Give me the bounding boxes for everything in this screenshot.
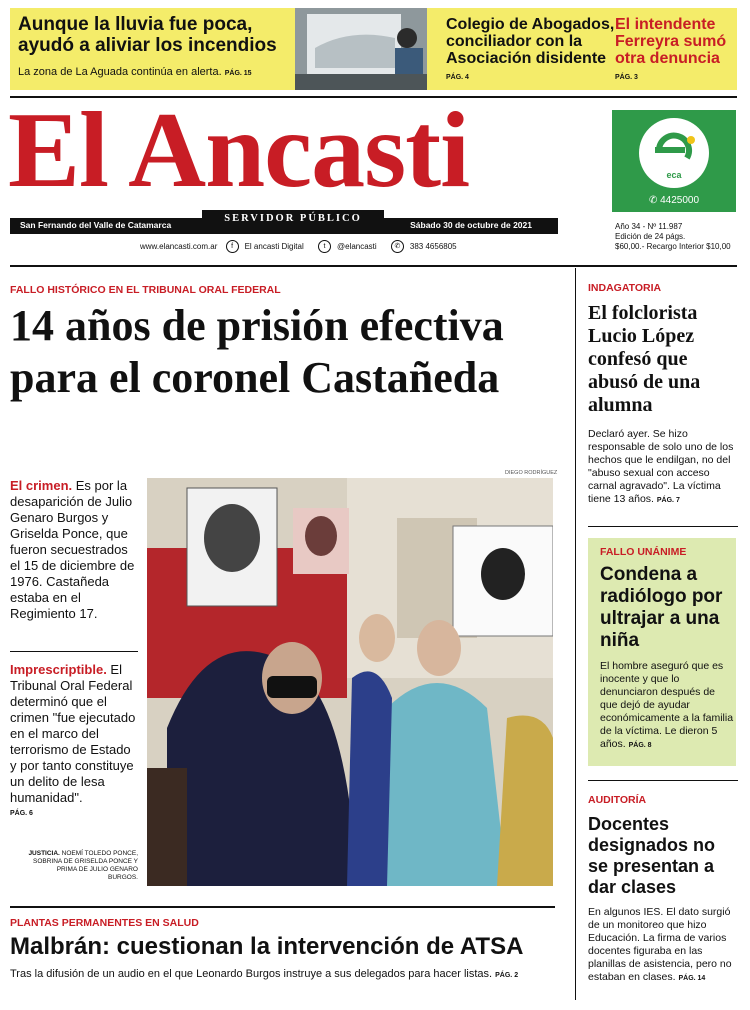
p2-page: PÁG. 6 xyxy=(10,810,33,817)
teaser-1-sub-text: La zona de La Aguada continúa en alerta. xyxy=(18,66,222,78)
bottom-kicker: PLANTAS PERMANENTES EN SALUD xyxy=(10,917,199,929)
main-headline[interactable]: 14 años de prisión efectiva para el coronel Castañeda xyxy=(10,301,504,402)
sidebar-2-body xyxy=(600,660,734,752)
sidebar-divider-1 xyxy=(588,526,738,527)
eca-brand: eca xyxy=(666,170,682,180)
twitter-label: @elancasti xyxy=(336,241,377,251)
masthead-divider xyxy=(10,265,737,267)
caption-lead: JUSTICIA. xyxy=(28,850,60,857)
facebook-link[interactable] xyxy=(226,242,310,251)
issue-pages: Edición de 24 págs. xyxy=(615,232,686,241)
p2-lead: Imprescriptible. xyxy=(10,662,107,677)
p1-text: Es por la desaparición de Julio Genaro Burgos y Griselda Ponce, que fueron secuestrados el 15 de diciembre de 1976. Castañeda estaba en el Regimiento 17. xyxy=(10,478,135,621)
teaser-2-page: PÁG. 4 xyxy=(446,74,469,81)
teaser-1-sub xyxy=(18,66,298,78)
sidebar-3-headline[interactable]: Docentes designados no se presentan a dar clases xyxy=(588,814,716,897)
teaser-2-title[interactable] xyxy=(446,16,616,86)
issue-info xyxy=(615,222,740,252)
main-paragraph-1 xyxy=(10,478,138,622)
sidebar-3-text: En algunos IES. El dato surgió de un monitoreo que hizo Educación. La firma de varios docentes figuraba en las planillas de asistencia, pero no estaban en clases. xyxy=(588,906,732,983)
whatsapp-label: 383 4656805 xyxy=(409,241,457,251)
para-divider xyxy=(10,651,138,652)
teaser-1-page: PÁG. 15 xyxy=(224,70,252,77)
sidebar-2-page: PÁG. 8 xyxy=(628,742,652,749)
sidebar-2-text: El hombre aseguró que es inocente y que lo denunciaron después de que dejó de ayudar económicamente a la familia de la víctima. Le dieron 5 años. xyxy=(600,660,734,750)
main-paragraph-2 xyxy=(10,662,138,822)
bottom-divider xyxy=(10,906,555,908)
bottom-deck-text: Tras la difusión de un audio en el que Leonardo Burgos instruye a sus delegados para hacer listas. xyxy=(10,968,493,980)
phone-icon: ✆ xyxy=(648,195,661,206)
teaser-photo-firefighting[interactable] xyxy=(295,8,427,90)
whatsapp-icon: ✆ xyxy=(391,240,404,253)
p1-lead: El crimen. xyxy=(10,478,73,493)
teaser-3-page: PÁG. 3 xyxy=(615,74,638,81)
photo-caption xyxy=(26,850,138,882)
issue-price: $60,00.- Recargo Interior $10,00 xyxy=(615,242,731,251)
sidebar-1-page: PÁG. 7 xyxy=(656,497,680,504)
photo-credit: DIEGO RODRÍGUEZ xyxy=(505,470,558,476)
date: Sábado 30 de octubre de 2021 xyxy=(410,220,532,230)
column-divider xyxy=(575,268,576,1000)
facebook-icon: f xyxy=(226,240,239,253)
twitter-icon: t xyxy=(318,240,331,253)
sidebar-3-body xyxy=(588,906,738,985)
sidebar-1-body xyxy=(588,428,738,507)
sidebar-2-kicker: FALLO UNÁNIME xyxy=(600,546,687,558)
whatsapp-link[interactable] xyxy=(391,242,463,251)
issue-number: Año 34 - Nº 11.987 xyxy=(615,222,683,231)
twitter-link[interactable] xyxy=(318,242,383,251)
masthead-logo[interactable]: El Ancasti xyxy=(8,91,470,210)
teaser-1-title[interactable]: Aunque la lluvia fue poca, ayudó a aliviar los incendios xyxy=(18,14,277,56)
teaser-3-text: El intendente Ferreyra sumó otra denuncia xyxy=(615,16,727,67)
sidebar-2-headline[interactable]: Condena a radiólogo por ultrajar a una niña xyxy=(600,564,723,651)
sidebar-divider-2 xyxy=(588,780,738,781)
sidebar-3-page: PÁG. 14 xyxy=(678,975,706,982)
eca-phone-number: 4425000 xyxy=(660,195,700,206)
bottom-headline[interactable]: Malbrán: cuestionan la intervención de ATSA xyxy=(10,933,524,960)
contact-row xyxy=(140,240,560,253)
facebook-label: El ancasti Digital xyxy=(244,241,304,251)
slogan: SERVIDOR PÚBLICO xyxy=(202,210,384,228)
teaser-2-text: Colegio de Abogados, conciliador con la Asociación disidente xyxy=(446,16,615,67)
sidebar-1-kicker: INDAGATORIA xyxy=(588,282,662,294)
bottom-page: PÁG. 2 xyxy=(495,972,519,979)
main-kicker: FALLO HISTÓRICO EN EL TRIBUNAL ORAL FEDERAL xyxy=(10,284,281,296)
sidebar-1-headline[interactable]: El folclorista Lucio López confesó que abusó de una alumna xyxy=(588,302,701,416)
caption-text: NOEMÍ TOLEDO PONCE, SOBRINA DE GRISELDA PONCE Y PRIMA DE JULIO GENARO BURGOS. xyxy=(33,850,138,881)
p2-text: El Tribunal Oral Federal determinó que el crimen "fue ejecutado en el marco del terrorismo de Estado y por tanto constituye un delito de lesa humanidad". xyxy=(10,662,136,805)
location: San Fernando del Valle de Catamarca xyxy=(20,220,172,230)
main-photo-protest[interactable] xyxy=(147,478,553,886)
sidebar-3-kicker: AUDITORÍA xyxy=(588,794,647,806)
website-link[interactable]: www.elancasti.com.ar xyxy=(140,241,218,251)
teaser-3-title[interactable] xyxy=(615,16,735,86)
eca-phone xyxy=(612,195,736,206)
sidebar-1-text: Declaró ayer. Se hizo responsable de solo uno de los hechos que le endilgan, no del "abuso sexual con acceso carnal agravado". La víctima tiene 13 años. xyxy=(588,428,734,505)
bottom-deck xyxy=(10,968,570,980)
